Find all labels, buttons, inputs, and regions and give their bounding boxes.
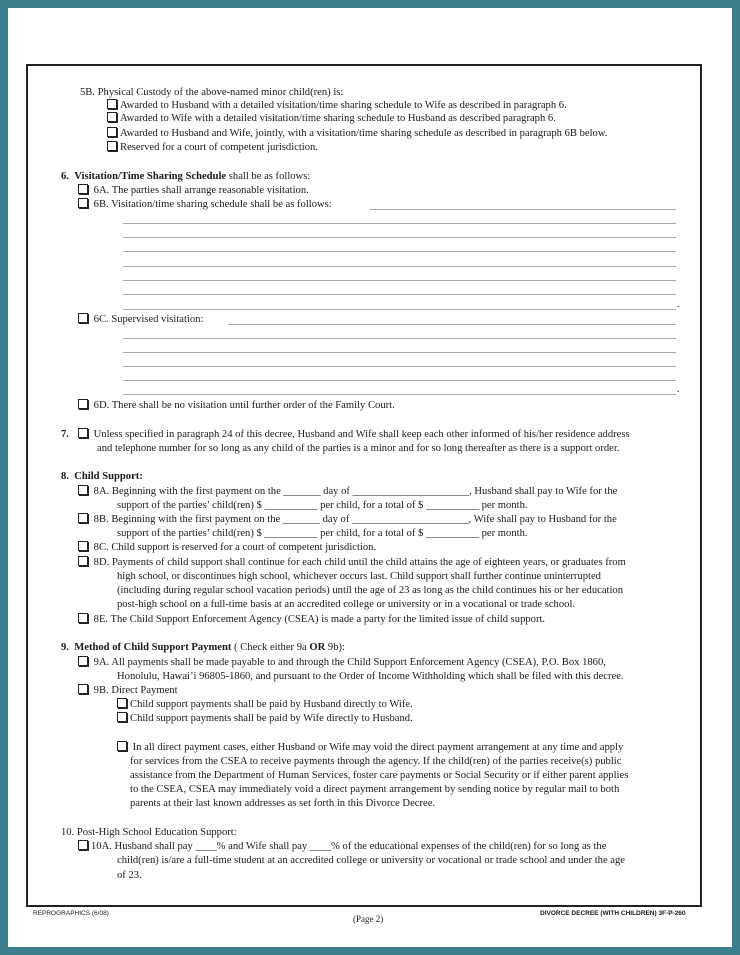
checkbox[interactable] bbox=[78, 399, 88, 409]
option-9b-wife[interactable]: Child support payments shall be paid by Wife directly to Husband. bbox=[117, 712, 413, 725]
option-8a-cont: support of the parties’ child(ren) $ __________ per child, for a total of $ __________ per month. bbox=[117, 500, 528, 511]
checkbox[interactable] bbox=[78, 198, 88, 208]
option-8e[interactable]: 8E. The Child Support Enforcement Agency (CSEA) is made a party for the limited issue of child support. bbox=[78, 613, 545, 626]
checkbox[interactable] bbox=[117, 741, 127, 751]
checkbox[interactable] bbox=[78, 513, 88, 523]
option-8d-cont: post-high school on a full-time basis at an accredited college or university or in a vocational or trade school. bbox=[117, 599, 576, 610]
fill-line[interactable] bbox=[123, 394, 676, 395]
option-9b-notice[interactable]: In all direct payment cases, either Husband or Wife may void the direct payment arrangement at any time and apply bbox=[117, 741, 623, 754]
fill-line[interactable] bbox=[228, 324, 676, 325]
option-8b-cont: support of the parties’ child(ren) $ __________ per child, for a total of $ __________ per month. bbox=[117, 528, 528, 539]
option-10a[interactable]: 10A. Husband shall pay ____% and Wife shall pay ____% of the educational expenses of the child(ren) for so long as the bbox=[78, 840, 606, 853]
checkbox[interactable] bbox=[78, 313, 88, 323]
checkbox[interactable] bbox=[107, 112, 117, 122]
checkbox[interactable] bbox=[78, 485, 88, 495]
fill-line[interactable] bbox=[123, 338, 676, 339]
option-10a-cont: of 23. bbox=[117, 870, 142, 881]
fill-line[interactable] bbox=[123, 237, 676, 238]
option-6d[interactable]: 6D. There shall be no visitation until further order of the Family Court. bbox=[78, 399, 395, 412]
option-9a[interactable]: 9A. All payments shall be made payable to and through the Child Support Enforcement Agency (CSEA), P.O. Box 1860, bbox=[78, 656, 606, 669]
checkbox[interactable] bbox=[78, 428, 88, 438]
page-number: (Page 2) bbox=[353, 914, 384, 924]
footer-reprographics: REPROGRAPHICS (6/08) bbox=[33, 910, 109, 917]
fill-line[interactable] bbox=[123, 223, 676, 224]
option-5b-2[interactable]: Awarded to Wife with a detailed visitation/time sharing schedule to Husband as described paragraph 6. bbox=[107, 112, 556, 125]
option-9b[interactable]: 9B. Direct Payment bbox=[78, 684, 178, 697]
option-9a-cont: Honolulu, Hawai’i 96805-1860, and pursuant to the Order of Income Withholding which shall be filed with this decree. bbox=[117, 671, 624, 682]
option-9b-notice-cont: assistance from the Department of Human Services, foster care payments or Social Security or if either parent applies bbox=[130, 770, 629, 781]
fill-line[interactable] bbox=[123, 352, 676, 353]
form-id: DIVORCE DECREE (WITH CHILDREN) 3F-P-260 bbox=[540, 910, 686, 917]
option-9b-notice-cont: to the CSEA, CSEA may immediately void a direct payment arrangement by sending notice by regular mail to both bbox=[130, 784, 620, 795]
checkbox[interactable] bbox=[107, 127, 117, 137]
fill-line[interactable] bbox=[123, 380, 676, 381]
option-6c[interactable]: 6C. Supervised visitation: bbox=[78, 313, 203, 326]
line-end-mark: . bbox=[677, 299, 680, 310]
checkbox[interactable] bbox=[78, 541, 88, 551]
checkbox[interactable] bbox=[117, 698, 127, 708]
option-8b[interactable]: 8B. Beginning with the first payment on the _______ day of ______________________, Wife shall pay to Husband for the bbox=[78, 513, 617, 526]
fill-line[interactable] bbox=[123, 251, 676, 252]
section-10-heading: 10. Post-High School Education Support: bbox=[61, 827, 237, 838]
section-5b-heading: 5B. Physical Custody of the above-named minor child(ren) is: bbox=[80, 87, 344, 98]
option-9b-notice-cont: parents at their last known addresses as set forth in this Divorce Decree. bbox=[130, 798, 436, 809]
option-6b[interactable]: 6B. Visitation/time sharing schedule shall be as follows: bbox=[78, 198, 332, 211]
option-9b-notice-cont: for services from the CSEA to receive payments through the agency. If the child(ren) of the parties receive(s) public bbox=[130, 756, 622, 767]
fill-line[interactable] bbox=[123, 280, 676, 281]
fill-line[interactable] bbox=[123, 266, 676, 267]
option-8d-cont: high school, or discontinues high school, whichever occurs last. Child support shall further continue uninterrupted bbox=[117, 571, 601, 582]
option-5b-3[interactable]: Awarded to Husband and Wife, jointly, with a visitation/time sharing schedule as described in paragraph 6B below. bbox=[107, 127, 607, 140]
checkbox[interactable] bbox=[78, 840, 88, 850]
checkbox[interactable] bbox=[117, 712, 127, 722]
option-5b-4[interactable]: Reserved for a court of competent jurisdiction. bbox=[107, 141, 318, 154]
option-8d[interactable]: 8D. Payments of child support shall continue for each child until the child attains the age of eighteen years, or graduates from bbox=[78, 556, 626, 569]
option-8c[interactable]: 8C. Child support is reserved for a court of competent jurisdiction. bbox=[78, 541, 376, 554]
checkbox[interactable] bbox=[107, 141, 117, 151]
option-10a-cont: child(ren) is/are a full-time student at an accredited college or university or vocational or trade school and under the age bbox=[117, 855, 626, 866]
fill-line[interactable] bbox=[123, 294, 676, 295]
option-8d-cont: (including during regular school vacation periods) until the age of 23 as long as the child continues his or her education bbox=[117, 585, 624, 596]
section-7-number: 7. bbox=[61, 429, 69, 440]
checkbox[interactable] bbox=[78, 556, 88, 566]
section-8-heading: 8. Child Support: bbox=[61, 471, 143, 482]
option-5b-1[interactable]: Awarded to Husband with a detailed visitation/time sharing schedule to Wife as described in paragraph 6. bbox=[107, 99, 567, 112]
section-7-text-cont: and telephone number for so long as any child of the parties is a minor and for so long thereafter as there is a support order. bbox=[97, 443, 620, 454]
section-7-text[interactable]: Unless specified in paragraph 24 of this decree, Husband and Wife shall keep each other informed of his/her residence address bbox=[78, 428, 630, 441]
option-6a[interactable]: 6A. The parties shall arrange reasonable visitation. bbox=[78, 184, 309, 197]
option-8a[interactable]: 8A. Beginning with the first payment on the _______ day of ______________________, Husband shall pay to Wife for the bbox=[78, 485, 617, 498]
section-6-heading: 6. Visitation/Time Sharing Schedule shall be as follows: bbox=[61, 171, 311, 182]
fill-line[interactable] bbox=[123, 366, 676, 367]
fill-line[interactable] bbox=[370, 209, 676, 210]
section-9-heading: 9. Method of Child Support Payment ( Check either 9a OR 9b): bbox=[61, 642, 345, 653]
checkbox[interactable] bbox=[78, 684, 88, 694]
checkbox[interactable] bbox=[78, 184, 88, 194]
checkbox[interactable] bbox=[78, 656, 88, 666]
fill-line[interactable] bbox=[123, 309, 676, 310]
line-end-mark: . bbox=[677, 384, 680, 395]
checkbox[interactable] bbox=[107, 99, 117, 109]
checkbox[interactable] bbox=[78, 613, 88, 623]
option-9b-husband[interactable]: Child support payments shall be paid by Husband directly to Wife. bbox=[117, 698, 413, 711]
